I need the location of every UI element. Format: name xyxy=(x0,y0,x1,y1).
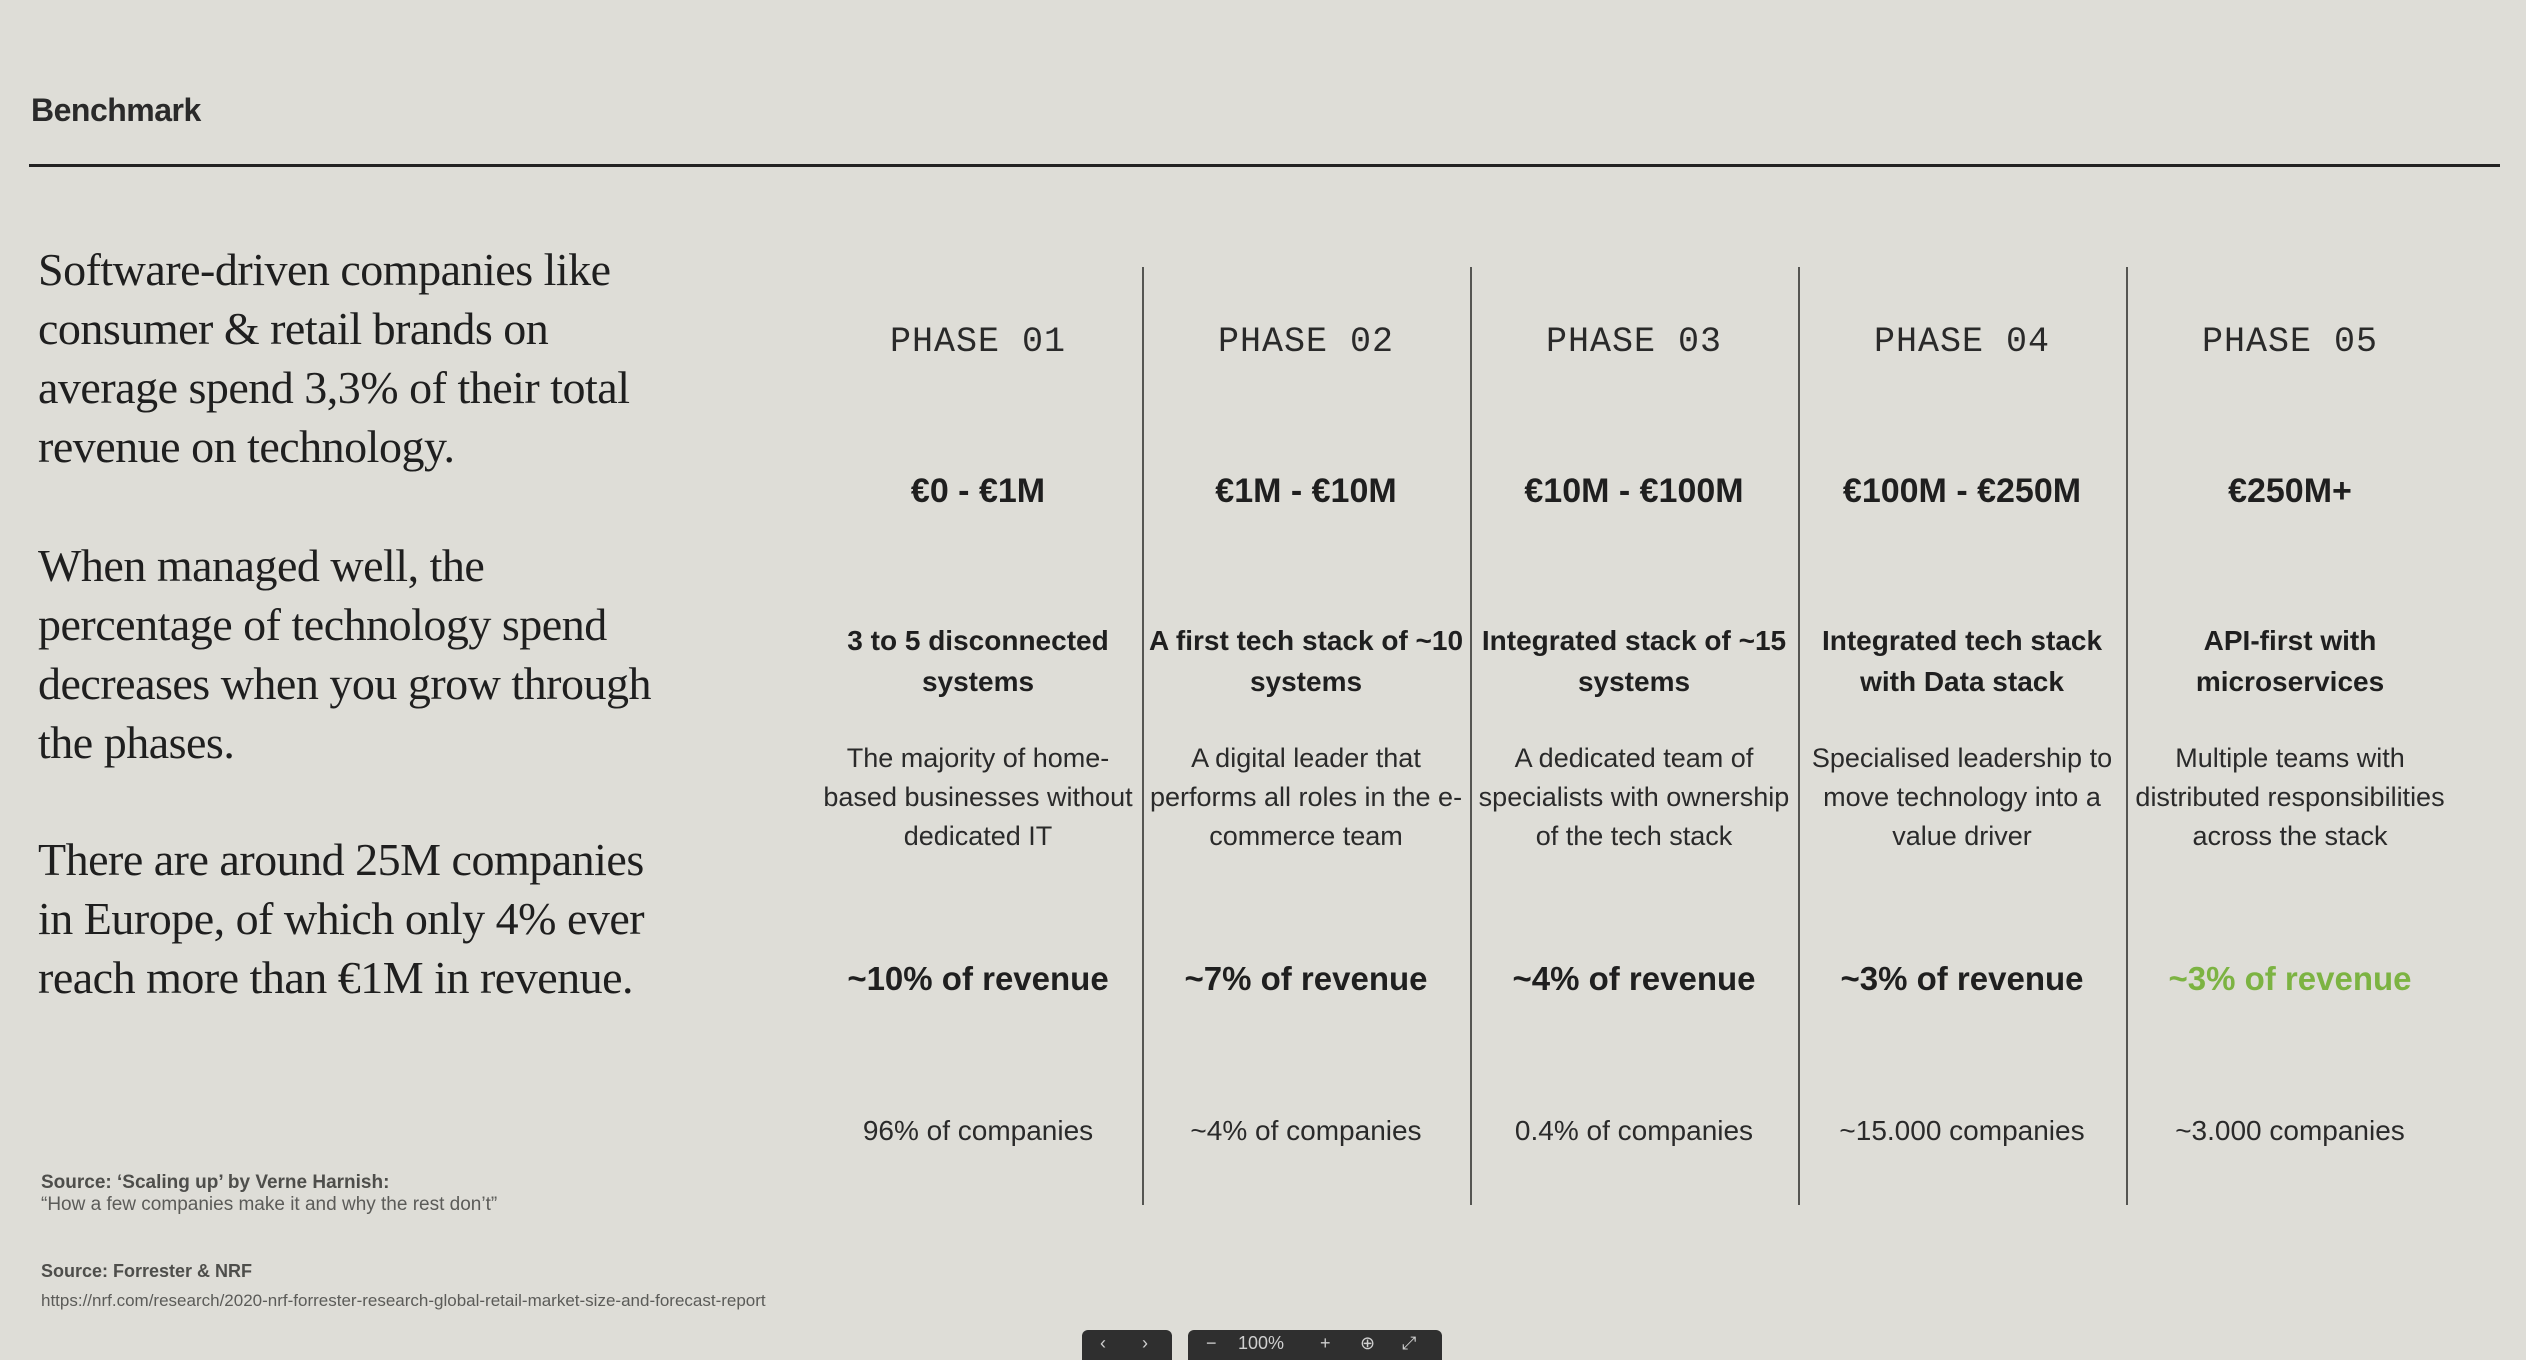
phase-companies: 0.4% of companies xyxy=(1514,1115,1754,1146)
phase-description: Specialised leadership to move technology into a value driver xyxy=(1811,743,2113,851)
phase-tech-spend: ~4% of revenue xyxy=(1512,960,1756,997)
phase-revenue-range: €100M - €250M xyxy=(1842,472,2082,510)
phase-stack: Integrated tech stack with Data stack xyxy=(1821,625,2103,697)
page-title: Benchmark xyxy=(31,92,201,128)
phase-stack: A first tech stack of ~10 systems xyxy=(1148,625,1464,697)
source-title: Source: Forrester & NRF xyxy=(41,1261,253,1281)
intro-paragraph-2 xyxy=(38,536,658,772)
source-detail: “How a few companies make it and why the rest don’t” xyxy=(41,1194,498,1215)
phase-description: The majority of home-based businesses without dedicated IT xyxy=(823,743,1133,851)
phase-revenue-range: €1M - €10M xyxy=(1215,472,1397,510)
phase-label: PHASE 02 xyxy=(1217,322,1395,362)
phase-column-4 xyxy=(1802,267,2122,1205)
column-divider xyxy=(1142,267,1144,1205)
zoom-toolbar xyxy=(1188,1330,1442,1360)
phase-label: PHASE 05 xyxy=(2201,322,2379,362)
phase-companies: ~3.000 companies xyxy=(2175,1115,2405,1146)
phase-description: A digital leader that performs all roles in the e-commerce team xyxy=(1149,743,1463,851)
plus-icon[interactable]: + xyxy=(1320,1333,1331,1353)
column-divider xyxy=(1470,267,1472,1205)
phase-companies: 96% of companies xyxy=(862,1115,1094,1146)
phase-stack: Integrated stack of ~15 systems xyxy=(1481,625,1787,697)
phase-column-3 xyxy=(1474,267,1794,1205)
phase-column-5 xyxy=(2130,267,2450,1205)
phase-column-1 xyxy=(818,267,1138,1205)
phase-tech-spend: ~3% of revenue xyxy=(1840,960,2084,997)
header-divider xyxy=(29,164,2500,167)
phase-description: A dedicated team of specialists with ownership of the tech stack xyxy=(1478,743,1790,851)
phase-tech-spend-highlight: ~3% of revenue xyxy=(2168,960,2412,997)
zoom-level: 100% xyxy=(1238,1333,1285,1353)
intro-paragraph-1 xyxy=(38,240,658,476)
chevron-right-icon[interactable]: › xyxy=(1142,1333,1148,1353)
phase-tech-spend: ~7% of revenue xyxy=(1184,960,1428,997)
source-link[interactable]: https://nrf.com/research/2020-nrf-forrester-research-global-retail-market-size-and-forecast-report xyxy=(41,1291,766,1310)
phase-description: Multiple teams with distributed responsibilities across the stack xyxy=(2135,743,2445,851)
phase-tech-spend: ~10% of revenue xyxy=(847,960,1109,997)
phase-stack: API-first with microservices xyxy=(2195,625,2385,697)
minus-icon[interactable]: − xyxy=(1206,1333,1217,1353)
phase-revenue-range: €10M - €100M xyxy=(1524,472,1744,510)
source-note-2 xyxy=(41,1256,766,1316)
intro-paragraph-3 xyxy=(38,830,658,1007)
intro-text: Software-driven companies like consumer & retail brands on average spend 3,3% of their total revenue on technology. xyxy=(38,244,630,472)
phase-companies: ~15.000 companies xyxy=(1839,1115,2085,1146)
phase-stack: 3 to 5 disconnected systems xyxy=(847,625,1109,697)
phase-revenue-range: €250M+ xyxy=(2228,472,2352,510)
chevron-left-icon[interactable]: ‹ xyxy=(1100,1333,1106,1353)
phase-companies: ~4% of companies xyxy=(1190,1115,1422,1146)
phase-revenue-range: €0 - €1M xyxy=(910,472,1046,510)
intro-text: There are around 25M companies in Europe, of which only 4% ever reach more than €1M in revenue. xyxy=(38,834,645,1003)
phase-label: PHASE 01 xyxy=(889,322,1067,362)
expand-icon[interactable]: ⤢ xyxy=(1402,1333,1417,1353)
column-divider xyxy=(1798,267,1800,1205)
phase-column-2 xyxy=(1146,267,1466,1205)
source-note-1 xyxy=(41,1172,497,1216)
intro-text: When managed well, the percentage of technology spend decreases when you grow through the phases. xyxy=(38,540,651,768)
phase-label: PHASE 03 xyxy=(1545,322,1723,362)
phase-label: PHASE 04 xyxy=(1873,322,2051,362)
source-title: Source: ‘Scaling up’ by Verne Harnish: xyxy=(41,1172,390,1193)
zoom-icon[interactable]: ⊕ xyxy=(1360,1333,1376,1353)
slide-nav-toolbar xyxy=(1082,1330,1172,1360)
column-divider xyxy=(2126,267,2128,1205)
